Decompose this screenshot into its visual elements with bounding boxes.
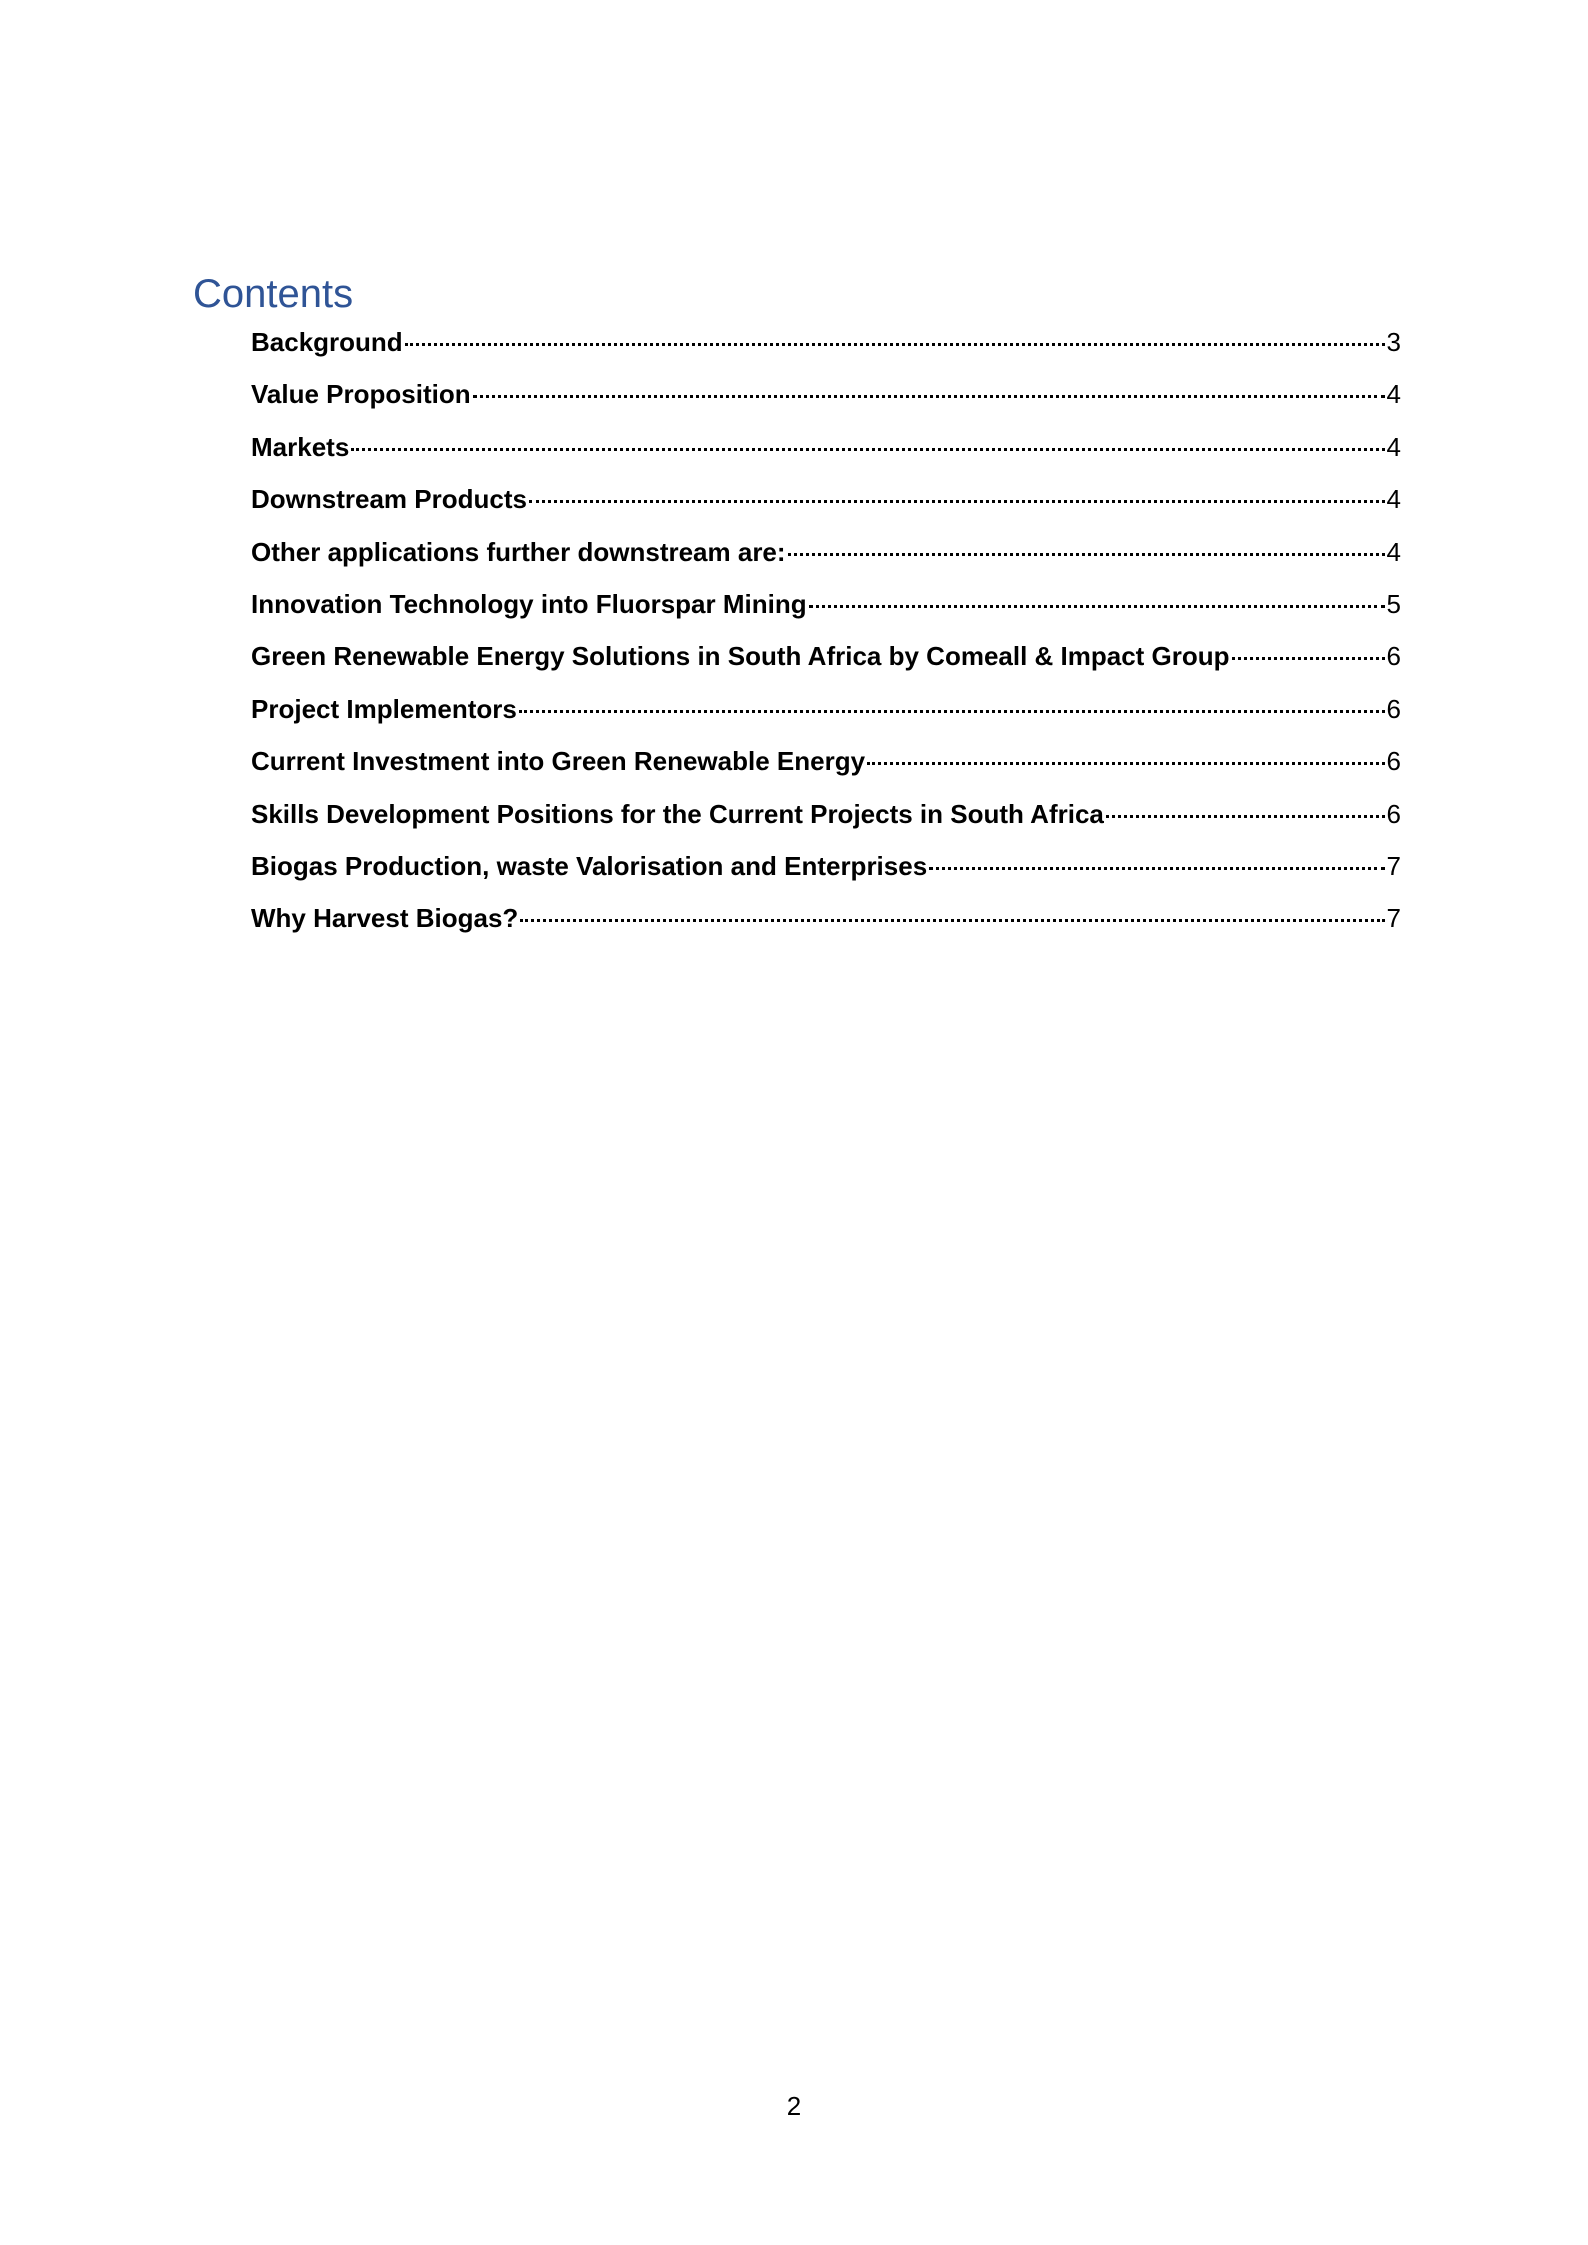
toc-dot-leader bbox=[867, 762, 1384, 765]
toc-dot-leader bbox=[529, 500, 1385, 503]
toc-entry-value-proposition[interactable] bbox=[251, 374, 1401, 426]
toc-entry-title: Value Proposition bbox=[251, 379, 471, 410]
toc-entry-title: Green Renewable Energy Solutions in South Africa by Comeall & Impact Group bbox=[251, 641, 1230, 672]
toc-entry-project-implementors[interactable] bbox=[251, 689, 1401, 741]
toc-dot-leader bbox=[519, 710, 1385, 713]
toc-entry-page: 4 bbox=[1386, 484, 1401, 515]
toc-entry-title: Current Investment into Green Renewable Energy bbox=[251, 746, 866, 777]
toc-entry-page: 7 bbox=[1386, 903, 1401, 934]
toc-entry-title: Innovation Technology into Fluorspar Mining bbox=[251, 588, 807, 619]
toc-entry-skills-development[interactable] bbox=[251, 794, 1401, 846]
toc-entry-page: 6 bbox=[1386, 798, 1401, 829]
toc-entry-biogas-production[interactable] bbox=[251, 846, 1401, 898]
toc-entry-downstream-products[interactable] bbox=[251, 479, 1401, 531]
toc-entry-current-investment[interactable] bbox=[251, 741, 1401, 793]
toc-entry-page: 4 bbox=[1386, 379, 1401, 410]
toc-entry-why-harvest-biogas[interactable] bbox=[251, 898, 1401, 950]
toc-entry-page: 5 bbox=[1386, 588, 1401, 619]
toc-dot-leader bbox=[405, 343, 1385, 346]
toc-dot-leader bbox=[1232, 657, 1385, 660]
toc-entry-page: 3 bbox=[1386, 327, 1401, 357]
toc-entry-page: 6 bbox=[1386, 693, 1401, 724]
toc-entry-innovation-technology[interactable] bbox=[251, 584, 1401, 636]
toc-dot-leader bbox=[1106, 815, 1385, 818]
toc-dot-leader bbox=[929, 867, 1384, 870]
toc-entry-background[interactable] bbox=[251, 322, 1401, 374]
toc-entry-page: 4 bbox=[1386, 536, 1401, 567]
page-number: 2 bbox=[786, 2091, 802, 2121]
toc-entry-other-applications[interactable] bbox=[251, 532, 1401, 584]
toc-dot-leader bbox=[788, 553, 1385, 556]
toc-entry-page: 7 bbox=[1386, 850, 1401, 881]
toc-dot-leader bbox=[520, 919, 1384, 922]
toc-entry-title: Background bbox=[251, 327, 403, 357]
toc-entry-green-renewable-energy-solutions[interactable] bbox=[251, 636, 1401, 688]
toc-list bbox=[251, 322, 1401, 951]
toc-entry-title: Skills Development Positions for the Current Projects in South Africa bbox=[251, 798, 1104, 829]
toc-entry-page: 4 bbox=[1386, 431, 1401, 462]
toc-entry-title: Project Implementors bbox=[251, 693, 517, 724]
toc-entry-page: 6 bbox=[1386, 746, 1401, 777]
toc-heading: Contents bbox=[193, 272, 354, 316]
toc-dot-leader bbox=[473, 395, 1385, 398]
toc-entry-title: Biogas Production, waste Valorisation and Enterprises bbox=[251, 850, 928, 881]
toc-entry-markets[interactable] bbox=[251, 427, 1401, 479]
toc-dot-leader bbox=[351, 448, 1384, 451]
toc-entry-title: Why Harvest Biogas? bbox=[251, 903, 519, 934]
toc-entry-title: Markets bbox=[251, 431, 350, 462]
toc-entry-title: Downstream Products bbox=[251, 484, 527, 515]
toc-entry-title: Other applications further downstream are: bbox=[251, 536, 786, 567]
toc-dot-leader bbox=[809, 605, 1385, 608]
toc-entry-page: 6 bbox=[1386, 641, 1401, 672]
